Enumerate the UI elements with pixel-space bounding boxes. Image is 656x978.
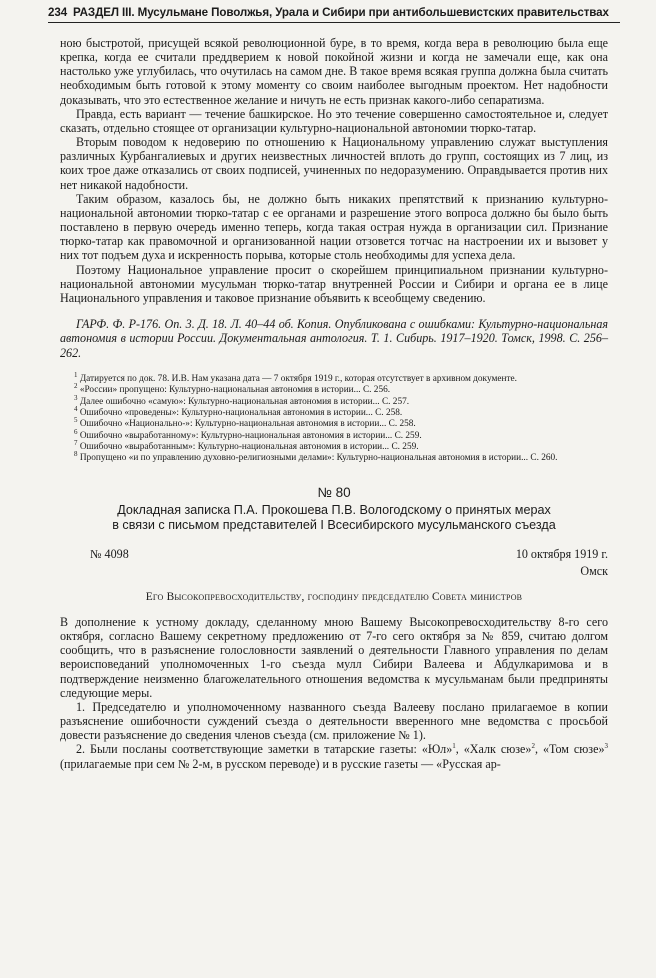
footnote-text: Далее ошибочно «самую»: Культурно-национальная автономия в истории... С. 257.	[79, 396, 410, 407]
footnote-mark: 3	[74, 393, 78, 402]
document-title-line: Докладная записка П.А. Прокошева П.В. Вологодскому о принятых мерах	[117, 502, 551, 517]
document-title-line: в связи с письмом представителей I Всесибирского мусульманского съезда	[112, 517, 556, 532]
addressee: Его Высокопревосходительству, господину председателю Совета министров	[145, 590, 523, 603]
paragraph: 2. Были посланы соответствующие заметки в татарские газеты: «Юл»$^1$, «Халк сюзе»$^2$, «Том сюзе»$^3$ (прилагаемые при сем № 2-м, в русском переводе) и в русские газеты — «Русская ар-	[60, 742, 608, 771]
document-number: № 80	[317, 484, 351, 500]
footnote-text: Датируется по док. 78. И.В. Нам указана дата — 7 октября 1919 г., которая отсутствует в архивном документе.	[79, 374, 517, 385]
footnote	[60, 382, 608, 396]
paragraph: Правда, есть вариант — течение башкирское. Но это течение совершенно самостоятельное и, следует сказать, отдельно стоящее от организации культурно-национальной автономии тюрко-татар.	[60, 106, 608, 135]
paragraph: Таким образом, казалось бы, не должно быть никаких препятствий к признанию культурно-национальной автономии тюрко-татар с ее органами и разрешение этого вопроса должно бы было быть поставлено в первую очередь именно теперь, когда такая острая нужда в организации сил. Признание тюрко-татар как правомочной и организованной нации отзовется тотчас на настроении их и вызовет у них тот подъем духа и искренность порыва, которые столь необходимы для успеха дела.	[60, 191, 608, 263]
document-date: 10 октября 1919 г.	[515, 546, 608, 561]
footnote-mark: 5	[74, 416, 78, 425]
footnote	[60, 438, 608, 453]
footnote-ref: 1	[452, 742, 456, 751]
footnote	[60, 450, 608, 464]
footnote-mark: 2	[74, 382, 78, 391]
footnote-mark: 4	[74, 404, 78, 413]
footnote-mark: 6	[74, 427, 78, 436]
page-body	[60, 36, 608, 771]
footnote-text: Пропущено «и по управлению духовно-религиозными делами»: Культурно-национальная автономия в истории... С. 260.	[79, 453, 558, 464]
footnotes	[60, 371, 608, 464]
footnote	[60, 416, 608, 430]
page-number: 234	[48, 6, 68, 19]
paragraph: Поэтому Национальное управление просит о скорейшем принципиальном признании культурно-национальной автономии мусульман тюрко-татар внутренней России и Сибири и органа ее в лице Национального управления и таковое признание объявить к всеобщему сведению.	[60, 262, 608, 305]
footnote	[60, 371, 608, 385]
footnote-mark: 1	[74, 371, 78, 380]
document-meta	[60, 547, 608, 581]
footnote-ref: 2	[531, 742, 535, 751]
document-title	[60, 503, 608, 533]
running-header	[48, 6, 620, 23]
registration-number: № 4098	[90, 546, 129, 561]
footnote	[60, 404, 608, 419]
section-title: РАЗДЕЛ III. Мусульмане Поволжья, Урала и Сибири при антибольшевистских правительствах	[73, 6, 609, 19]
footnote-text: Ошибочно «Национально-»: Культурно-национальная автономия в истории... С. 258.	[79, 419, 416, 430]
footnote-text: Ошибочно «выработанному»: Культурно-национальная автономия в истории... С. 259.	[79, 430, 422, 441]
paragraph: 1. Председателю и уполномоченному названного съезда Валееву послано прилагаемое в копии разъяснение ошибочности суждений съезда о деятельности вверенного мне ведомства с просьбой довести разъяснение до сведения членов съезда (см. приложение № 1).	[60, 699, 608, 743]
paragraph: Вторым поводом к недоверию по отношению к Национальному управлению служат выступления различных Курбангалиевых и других неизвестных личностей вплоть до групп, состоящих из 7 лиц, из коих трое даже отказались от своих подписей, учиненных по недоразумению. Оправдывается против них нет никакой надобности.	[60, 135, 608, 192]
paragraph: ною быстротой, присущей всякой революционной буре, в то время, когда вера в революцию была еще крепка, когда ее считали преддверием к новой покойной жизни и когда не замечали еще, как она настолько уже углубилась, что очутилась на самом дне. В такое время всякая группа должна была считать необходимым быть готовой к этому моменту со своим наиболее выгодным проектом. Нет надобности доказывать, что это естественное желание и ничуть не есть признак какого-либо сепаратизма.	[60, 36, 608, 107]
footnote	[60, 393, 608, 408]
footnote	[60, 427, 608, 442]
document-place: Омск	[580, 563, 608, 578]
paragraph: В дополнение к устному докладу, сделанному мною Вашему Высокопревосходительству 8-го сего октября, согласно Вашему секретному предложению от 7-го сего октября за № 859, считаю долгом сообщить, что в разъяснение голословности заявлений о деятельности Главного управления по делам вероисповеданий уполномоченных 1-го съезда мулл Сибири Валеева и Абдулкаримова и в подтверждение неизменно благожелательного отношения ведомства к мусульманам были предприняты следующие меры.	[60, 614, 608, 700]
footnote-text: Ошибочно «выработанным»: Культурно-национальная автономия в истории... С. 259.	[79, 441, 419, 452]
letter-body	[60, 615, 608, 771]
footnote-mark: 7	[74, 438, 78, 447]
source-citation: ГАРФ. Ф. Р-176. Оп. 3. Д. 18. Л. 40–44 об. Копия. Опубликована с ошибками: Культурно-национальная автономия в истории России. Документальная антология. Т. 1. Сибирь. 1917–1920. Томск, 1998. С. 256–262.	[60, 316, 608, 360]
footnote-text: Ошибочно «проведены»: Культурно-национальная автономия в истории... С. 258.	[79, 408, 403, 419]
footnote-ref: 3	[604, 742, 608, 751]
footnote-mark: 8	[74, 450, 78, 459]
footnote-text: «России» пропущено: Культурно-национальная автономия в истории... С. 256.	[79, 385, 391, 396]
